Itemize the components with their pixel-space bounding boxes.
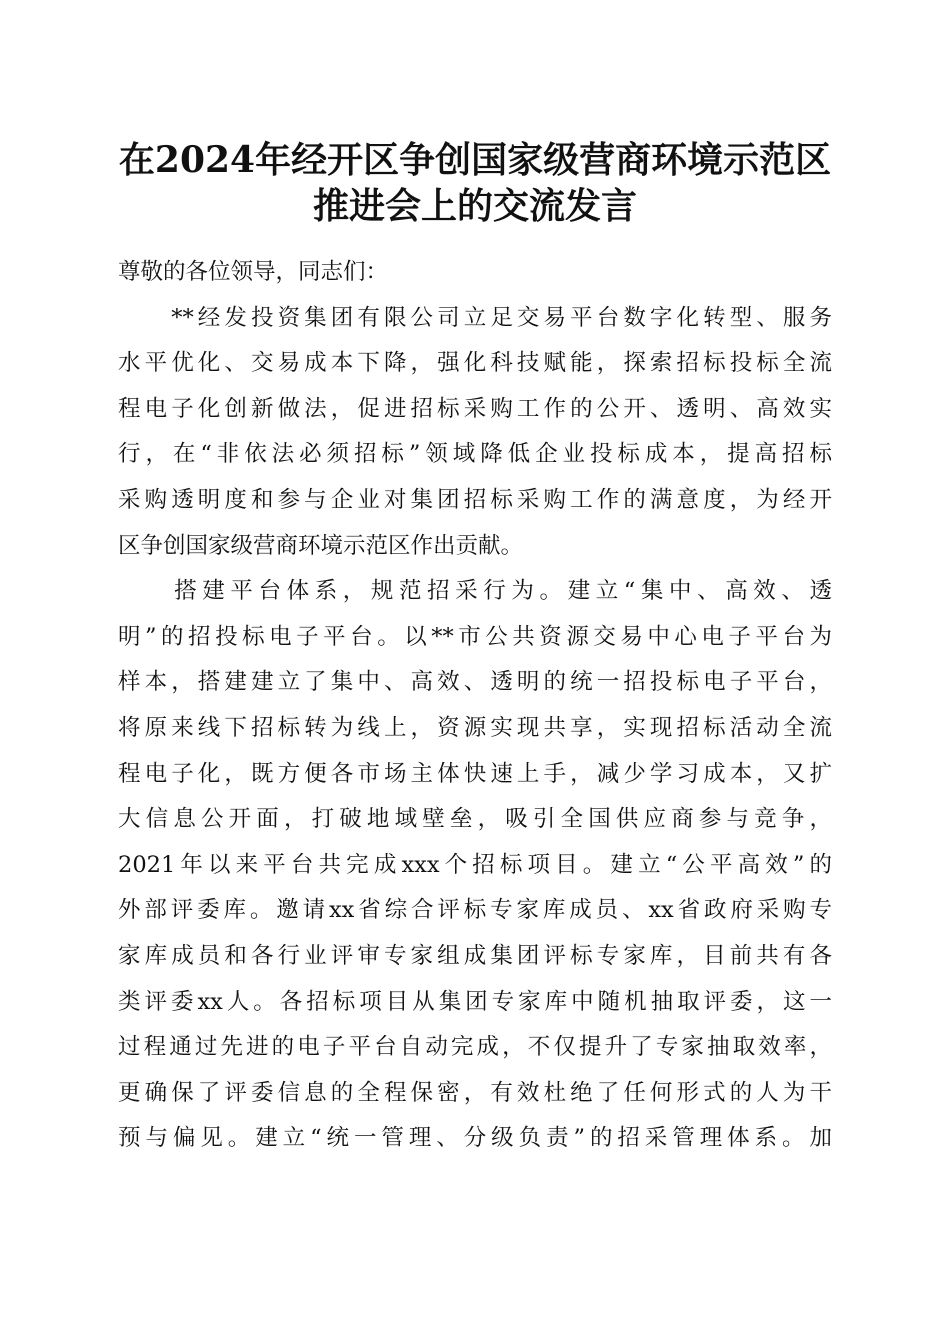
document-title-line-1: 在2024年经开区争创国家级营商环境示范区 [118,139,832,181]
paragraph-line: **经发投资集团有限公司立足交易平台数字化转型、服务 [118,304,832,331]
paragraph-line: 采购透明度和参与企业对集团招标采购工作的满意度，为经开 [118,486,832,513]
paragraph-line: 行，在“非依法必须招标”领域降低企业投标成本，提高招标 [118,441,832,468]
document-title-line-2: 推进会上的交流发言 [312,185,637,227]
paragraph-1 [118,296,832,570]
paragraph-line: 类评委xx人。各招标项目从集团专家库中随机抽取评委，这一 [118,988,832,1015]
paragraph-line: 区争创国家级营商环境示范区作出贡献。 [118,532,524,559]
paragraph-line: 预与偏见。建立“统一管理、分级负责”的招采管理体系。加 [118,1125,832,1152]
paragraph-line: 程电子化创新做法，促进招标采购工作的公开、透明、高效实 [118,395,832,422]
paragraph-line: 外部评委库。邀请xx省综合评标专家库成员、xx省政府采购专 [118,897,832,924]
paragraph-line: 家库成员和各行业评审专家组成集团评标专家库，目前共有各 [118,942,832,969]
paragraph-line: 2021年以来平台共完成xxx个招标项目。建立“公平高效”的 [118,851,832,878]
paragraph-line: 大信息公开面，打破地域壁垒，吸引全国供应商参与竞争， [118,806,832,833]
paragraph-line: 明”的招投标电子平台。以**市公共资源交易中心电子平台为 [118,623,832,650]
paragraph-line: 搭建平台体系，规范招采行为。建立“集中、高效、透 [118,578,832,605]
document-body [118,250,832,1162]
paragraph-line: 将原来线下招标转为线上，资源实现共享，实现招标活动全流 [118,714,832,741]
paragraph-line: 样本，搭建建立了集中、高效、透明的统一招投标电子平台， [118,669,832,696]
paragraph-line: 更确保了评委信息的全程保密，有效杜绝了任何形式的人为干 [118,1079,832,1106]
salutation: 尊敬的各位领导，同志们： [118,259,389,285]
paragraph-2 [118,569,832,1162]
paragraph-line: 水平优化、交易成本下降，强化科技赋能，探索招标投标全流 [118,350,832,377]
paragraph-line: 程电子化，既方便各市场主体快速上手，减少学习成本，又扩 [118,760,832,787]
paragraph-line: 过程通过先进的电子平台自动完成，不仅提升了专家抽取效率， [118,1034,832,1061]
